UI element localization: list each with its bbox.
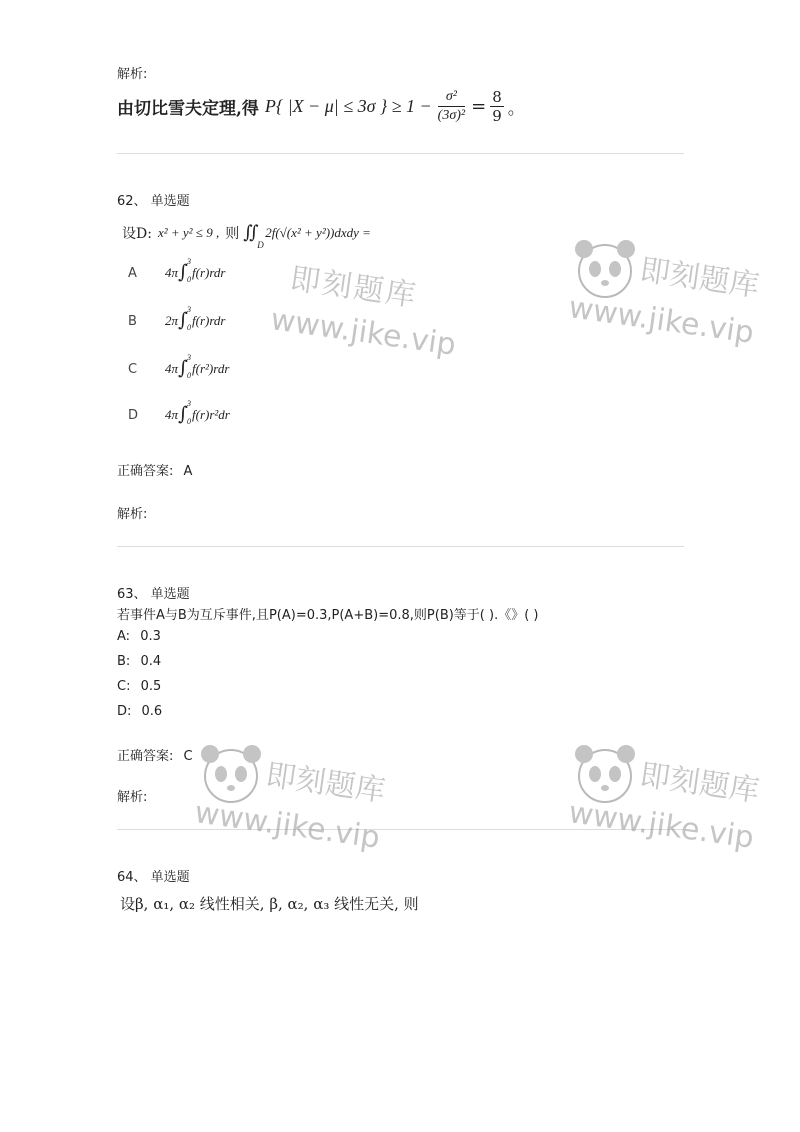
q61-formula-lhs: P{ |X − μ| ≤ 3σ } ≥ 1 −	[264, 96, 432, 116]
watermark-url: www.jike.vip	[566, 795, 757, 856]
integral-lower: 0	[187, 371, 192, 380]
q62-option-d[interactable]	[128, 399, 230, 426]
answer-value: A	[183, 464, 193, 479]
watermark-brand: 即刻题库	[637, 252, 762, 305]
q62-option-c[interactable]	[128, 353, 230, 380]
integral-icon: ∫ 3 0	[178, 305, 192, 332]
watermark-block	[566, 235, 762, 351]
option-letter: C	[128, 361, 138, 377]
q62-option-b[interactable]	[128, 305, 226, 332]
q61-formula-fraction	[438, 88, 465, 125]
watermark-block	[268, 261, 459, 363]
option-letter: D:	[117, 704, 132, 719]
option-letter: B	[128, 313, 137, 329]
option-letter: D	[128, 407, 139, 423]
option-body: f(r)rdr	[192, 313, 226, 328]
watermark-url: www.jike.vip	[566, 290, 757, 351]
divider	[117, 153, 684, 154]
panda-logo-icon	[196, 740, 266, 810]
integral-icon: ∫ 3 0	[178, 257, 192, 284]
watermark-block	[192, 740, 388, 856]
q63-option-a[interactable]	[117, 629, 161, 644]
q62-header: 62、 单选题	[117, 194, 190, 209]
q63-option-b[interactable]	[117, 654, 161, 669]
q61-formula-result	[490, 88, 504, 125]
option-value: 0.4	[140, 654, 162, 669]
q63-option-d[interactable]	[117, 704, 162, 719]
option-coef: 4π	[165, 407, 179, 422]
integral-lower: 0	[187, 417, 192, 426]
option-body: f(r)r²dr	[192, 407, 230, 422]
q61-analysis-text: 由切比雪夫定理,得	[117, 99, 259, 119]
answer-value: C	[183, 749, 193, 764]
watermark-url: www.jike.vip	[192, 795, 383, 856]
q62-stem-integrand: 2f(√(x² + y²))dxdy =	[265, 224, 371, 240]
q62-stem-prefix: 设D:	[122, 225, 152, 242]
option-letter: A:	[117, 629, 131, 644]
option-letter: C:	[117, 679, 131, 694]
option-value: 0.3	[140, 629, 161, 644]
q62-stem-then: 则	[225, 225, 240, 242]
q61-fraction-denominator: (3σ)²	[437, 108, 466, 123]
option-letter: B:	[117, 654, 131, 669]
q62-option-a[interactable]	[128, 257, 226, 284]
q61-fraction-numerator: σ²	[438, 88, 465, 107]
option-body: f(r²)rdr	[192, 361, 230, 376]
q62-stem	[122, 222, 371, 250]
answer-label: 正确答案:	[117, 464, 174, 479]
integral-icon: ∫ 3 0	[178, 353, 192, 380]
q62-stem-condition: x² + y² ≤ 9 ,	[157, 224, 220, 240]
q61-formula-equals: =	[471, 96, 487, 117]
q61-result-numerator: 8	[492, 88, 502, 106]
watermark-brand: 即刻题库	[263, 757, 388, 810]
q61-analysis-label: 解析:	[117, 67, 148, 82]
q64-stem: 设β, α₁, α₂ 线性相关, β, α₂, α₃ 线性无关, 则	[120, 895, 419, 913]
q62-integral-sign: ∬	[243, 222, 259, 243]
q64-header: 64、 单选题	[117, 870, 190, 885]
q61-result-denominator: 9	[492, 107, 502, 125]
option-coef: 4π	[165, 361, 179, 376]
integral-upper: 3	[187, 257, 192, 266]
option-value: 0.6	[141, 704, 163, 719]
q63-answer	[117, 745, 193, 764]
option-coef: 4π	[165, 265, 179, 280]
q63-stem: 若事件A与B为互斥事件,且P(A)=0.3,P(A+B)=0.8,则P(B)等于( ).《》( )	[117, 608, 539, 623]
q62-double-integral	[243, 222, 264, 250]
watermark-block	[566, 740, 762, 856]
q63-analysis-label: 解析:	[117, 790, 148, 805]
watermark-brand: 即刻题库	[637, 757, 762, 810]
integral-upper: 3	[187, 305, 192, 314]
integral-icon: ∫ 3 0	[178, 399, 192, 426]
integral-lower: 0	[187, 323, 192, 332]
watermark-brand: 即刻题库	[287, 261, 420, 315]
option-letter: A	[128, 265, 137, 281]
divider	[117, 829, 684, 830]
q61-formula-end: 。	[507, 99, 525, 119]
q62-answer	[117, 460, 192, 479]
divider	[117, 546, 684, 547]
q61-analysis-formula	[117, 88, 525, 125]
option-coef: 2π	[165, 313, 179, 328]
integral-upper: 3	[187, 353, 192, 362]
q63-header: 63、 单选题	[117, 587, 190, 602]
option-body: f(r)rdr	[192, 265, 226, 280]
q63-option-c[interactable]	[117, 679, 161, 694]
q62-integral-domain: D	[257, 240, 264, 250]
answer-label: 正确答案:	[117, 749, 174, 764]
integral-lower: 0	[187, 275, 192, 284]
panda-logo-icon	[570, 740, 640, 810]
option-value: 0.5	[140, 679, 162, 694]
watermark-url: www.jike.vip	[268, 302, 459, 363]
integral-upper: 3	[187, 399, 192, 408]
q62-analysis-label: 解析:	[117, 507, 148, 522]
panda-logo-icon	[570, 235, 640, 305]
